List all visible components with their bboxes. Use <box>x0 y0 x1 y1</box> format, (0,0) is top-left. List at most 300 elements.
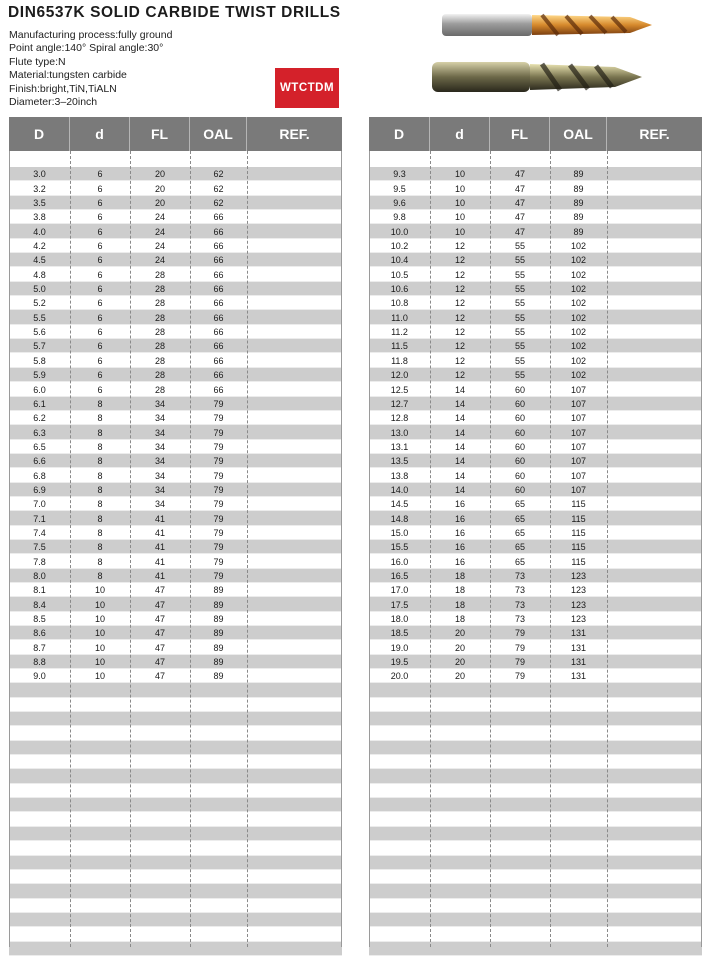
table-cell-D: 6.1 <box>33 398 46 409</box>
table-cell-OAL: 89 <box>573 212 584 223</box>
table-cell-REF <box>607 569 702 582</box>
table-cell-d: 10 <box>94 628 105 639</box>
table-cell-D <box>369 798 430 811</box>
table-row <box>9 397 342 411</box>
table-cell-FL: 34 <box>154 470 165 481</box>
table-row <box>369 784 702 798</box>
table-cell-D <box>369 870 430 883</box>
table-cell-D: 5.5 <box>33 312 46 323</box>
table-cell-FL: 65 <box>514 556 525 567</box>
table-cell-d: 12 <box>454 327 465 338</box>
table-row <box>9 827 342 841</box>
table-body <box>369 167 702 956</box>
table-cell-FL: 28 <box>154 370 165 381</box>
table-row <box>9 655 342 669</box>
table-cell-FL <box>490 899 550 912</box>
table-cell-D: 5.6 <box>33 327 46 338</box>
table-cell-OAL <box>550 870 607 883</box>
table-cell-D <box>369 726 430 739</box>
table-cell-OAL <box>190 741 247 754</box>
table-row <box>9 511 342 525</box>
table-cell-OAL <box>190 927 247 940</box>
table-row <box>9 253 342 267</box>
table-cell-FL: 55 <box>514 241 525 252</box>
spec-flute: Flute type:N <box>9 55 66 68</box>
table-cell-REF <box>247 812 342 825</box>
table-cell-REF <box>247 726 342 739</box>
table-cell-FL <box>130 884 190 897</box>
table-cell-OAL: 102 <box>570 341 587 352</box>
table-cell-D <box>369 698 430 711</box>
table-cell-d: 18 <box>454 570 465 581</box>
table-cell-REF <box>607 310 702 323</box>
table-cell-d <box>430 841 490 854</box>
table-cell-d: 8 <box>97 413 103 424</box>
table-cell-d: 12 <box>454 355 465 366</box>
table-header <box>9 117 342 151</box>
table-cell-FL <box>130 683 190 696</box>
table-cell-D: 6.5 <box>33 441 46 452</box>
table-cell-d: 14 <box>454 484 465 495</box>
table-cell-D: 9.5 <box>393 183 406 194</box>
table-cell-d <box>70 913 130 926</box>
table-row <box>369 196 702 210</box>
table-cell-REF <box>607 267 702 280</box>
table-cell-D <box>9 913 70 926</box>
table-cell-D: 11.8 <box>391 355 408 366</box>
table-cell-D: 13.5 <box>390 456 409 467</box>
table-row <box>9 368 342 382</box>
table-cell-OAL <box>190 841 247 854</box>
table-cell-d <box>70 870 130 883</box>
table-cell-D: 8.7 <box>33 642 46 653</box>
table-cell-OAL: 131 <box>570 628 587 639</box>
table-cell-OAL <box>550 712 607 725</box>
table-row <box>369 397 702 411</box>
table-row <box>9 411 342 425</box>
table-cell-d: 8 <box>97 570 103 581</box>
table-cell-OAL: 79 <box>213 413 224 424</box>
table-cell-d: 8 <box>97 427 103 438</box>
table-cell-REF <box>247 899 342 912</box>
table-cell-OAL: 79 <box>213 484 224 495</box>
table-cell-REF <box>607 526 702 539</box>
table-cell-D <box>9 856 70 869</box>
table-cell-d: 14 <box>454 470 465 481</box>
table-cell-REF <box>247 325 342 338</box>
table-cell-D <box>369 884 430 897</box>
table-cell-D: 18.5 <box>390 628 409 639</box>
table-cell-d <box>430 856 490 869</box>
table-row <box>9 755 342 769</box>
table-cell-OAL: 131 <box>570 642 587 653</box>
table-cell-D <box>369 741 430 754</box>
table-cell-D: 13.0 <box>390 427 409 438</box>
table-cell-D: 4.8 <box>33 269 46 280</box>
col-header-REF: REF. <box>639 126 670 142</box>
table-cell-REF <box>607 841 702 854</box>
table-cell-OAL: 123 <box>570 599 587 610</box>
dark-drill-image <box>430 56 645 98</box>
table-cell-FL <box>490 741 550 754</box>
table-row <box>369 540 702 554</box>
table-cell-D: 16.0 <box>390 556 409 567</box>
table-cell-FL: 28 <box>154 355 165 366</box>
table-cell-OAL: 123 <box>570 585 587 596</box>
table-cell-OAL: 66 <box>213 226 224 237</box>
spec-list <box>9 29 172 109</box>
table-cell-D <box>9 812 70 825</box>
table-row <box>369 597 702 611</box>
table-cell-REF <box>247 181 342 194</box>
table-cell-OAL <box>550 784 607 797</box>
table-cell-FL: 47 <box>514 183 525 194</box>
table-cell-REF <box>247 239 342 252</box>
table-cell-OAL <box>190 784 247 797</box>
table-cell-d: 18 <box>454 599 465 610</box>
table-row <box>9 454 342 468</box>
table-cell-OAL <box>550 683 607 696</box>
table-cell-FL: 79 <box>514 628 525 639</box>
table-cell-OAL <box>190 712 247 725</box>
table-row <box>9 196 342 210</box>
table-cell-REF <box>607 913 702 926</box>
table-cell-FL <box>490 726 550 739</box>
table-cell-OAL: 66 <box>213 370 224 381</box>
table-cell-d: 18 <box>454 585 465 596</box>
table-cell-REF <box>247 296 342 309</box>
col-header-d: d <box>430 117 490 151</box>
table-cell-REF <box>247 282 342 295</box>
table-cell-OAL: 102 <box>570 312 587 323</box>
table-cell-D: 8.6 <box>33 628 46 639</box>
table-cell-OAL: 79 <box>213 398 224 409</box>
table-cell-REF <box>607 712 702 725</box>
table-cell-OAL: 131 <box>570 657 587 668</box>
table-cell-OAL <box>550 884 607 897</box>
table-cell-d <box>70 741 130 754</box>
table-row <box>9 239 342 253</box>
table-cell-OAL <box>190 812 247 825</box>
table-cell-d <box>70 884 130 897</box>
table-cell-OAL: 66 <box>213 269 224 280</box>
table-cell-REF <box>247 669 342 682</box>
table-row <box>369 884 702 898</box>
table-row <box>9 669 342 683</box>
table-cell-FL: 47 <box>154 599 165 610</box>
table-cell-FL: 60 <box>514 398 525 409</box>
table-row <box>369 497 702 511</box>
table-row <box>9 425 342 439</box>
table-cell-FL: 28 <box>154 298 165 309</box>
table-cell-REF <box>607 282 702 295</box>
table-cell-D <box>369 769 430 782</box>
table-row <box>369 239 702 253</box>
table-cell-OAL <box>550 927 607 940</box>
table-cell-OAL: 115 <box>571 513 586 524</box>
table-cell-d: 10 <box>94 671 105 682</box>
table-cell-REF <box>607 655 702 668</box>
table-cell-D: 6.0 <box>33 384 46 395</box>
table-cell-OAL: 79 <box>213 542 224 553</box>
table-row <box>369 511 702 525</box>
table-cell-D <box>9 784 70 797</box>
table-row <box>369 569 702 583</box>
table-cell-d: 12 <box>454 241 465 252</box>
table-cell-FL: 65 <box>514 513 525 524</box>
table-cell-REF <box>247 712 342 725</box>
table-cell-REF <box>607 827 702 840</box>
table-cell-d: 6 <box>97 241 103 252</box>
table-cell-D: 3.5 <box>33 198 46 209</box>
table-cell-d: 8 <box>97 484 103 495</box>
table-cell-d: 6 <box>97 341 103 352</box>
table-cell-FL <box>490 856 550 869</box>
table-cell-OAL: 89 <box>573 226 584 237</box>
table-cell-FL: 79 <box>514 657 525 668</box>
table-cell-REF <box>247 597 342 610</box>
table-row <box>9 683 342 697</box>
table-cell-d: 20 <box>454 671 465 682</box>
table-cell-d: 10 <box>454 183 465 194</box>
table-cell-d: 8 <box>97 556 103 567</box>
table-row <box>9 626 342 640</box>
table-cell-REF <box>607 698 702 711</box>
table-cell-D: 10.5 <box>390 269 409 280</box>
table-cell-d: 6 <box>97 327 103 338</box>
table-cell-d <box>430 712 490 725</box>
table-header <box>369 117 702 151</box>
table-cell-REF <box>247 468 342 481</box>
table-cell-OAL <box>190 942 247 955</box>
col-header-REF: REF. <box>279 126 310 142</box>
table-cell-d: 6 <box>97 255 103 266</box>
spec-angles: Point angle:140° Spiral angle:30° <box>9 42 164 55</box>
col-header-d: d <box>70 117 130 151</box>
table-cell-REF <box>607 870 702 883</box>
table-cell-D: 13.1 <box>390 441 409 452</box>
table-cell-OAL: 66 <box>213 327 224 338</box>
table-cell-REF <box>247 626 342 639</box>
table-cell-D <box>9 927 70 940</box>
table-cell-REF <box>607 683 702 696</box>
table-cell-d: 8 <box>97 527 103 538</box>
table-cell-D: 10.6 <box>390 284 409 295</box>
table-cell-REF <box>607 425 702 438</box>
table-cell-OAL: 79 <box>213 570 224 581</box>
table-row <box>369 296 702 310</box>
table-cell-OAL <box>550 841 607 854</box>
table-cell-OAL: 123 <box>570 570 587 581</box>
table-cell-D: 5.2 <box>33 298 46 309</box>
table-cell-OAL <box>190 913 247 926</box>
table-cell-d <box>430 698 490 711</box>
table-cell-FL <box>490 913 550 926</box>
table-cell-REF <box>607 554 702 567</box>
table-row <box>369 411 702 425</box>
table-cell-OAL <box>550 899 607 912</box>
table-row <box>9 325 342 339</box>
spec-process: Manufacturing process:fully ground <box>9 29 173 41</box>
table-row <box>9 382 342 396</box>
table-cell-FL: 60 <box>514 470 525 481</box>
table-cell-REF <box>607 927 702 940</box>
table-cell-FL <box>490 812 550 825</box>
table-cell-FL: 34 <box>154 456 165 467</box>
table-cell-FL: 34 <box>154 441 165 452</box>
table-cell-OAL: 107 <box>570 484 587 495</box>
table-cell-d: 10 <box>454 169 465 180</box>
table-cell-d: 8 <box>97 513 103 524</box>
table-row <box>9 899 342 913</box>
table-cell-D: 6.9 <box>33 484 46 495</box>
spec-diameter: Diameter:3–20inch <box>9 96 98 109</box>
table-cell-OAL: 102 <box>570 241 587 252</box>
table-cell-REF <box>607 669 702 682</box>
table-cell-REF <box>247 741 342 754</box>
table-row <box>369 841 702 855</box>
table-cell-D: 19.5 <box>390 657 409 668</box>
table-cell-FL: 34 <box>154 427 165 438</box>
table-cell-OAL: 102 <box>570 370 587 381</box>
table-cell-REF <box>247 368 342 381</box>
table-cell-D: 13.8 <box>390 470 409 481</box>
table-cell-FL: 41 <box>154 513 165 524</box>
table-cell-REF <box>247 870 342 883</box>
table-cell-OAL <box>550 769 607 782</box>
table-cell-d <box>430 741 490 754</box>
table-cell-FL: 34 <box>154 484 165 495</box>
table-cell-FL: 34 <box>154 499 165 510</box>
table-row <box>9 497 342 511</box>
table-cell-d <box>70 798 130 811</box>
table-cell-D: 8.8 <box>33 657 46 668</box>
table-cell-REF <box>607 368 702 381</box>
table-cell-FL: 20 <box>154 198 165 209</box>
table-cell-D: 3.0 <box>33 169 46 180</box>
table-cell-OAL: 89 <box>213 642 224 653</box>
table-cell-FL: 28 <box>154 341 165 352</box>
table-cell-FL <box>130 798 190 811</box>
table-cell-OAL: 66 <box>213 255 224 266</box>
col-header-D: D <box>9 117 70 151</box>
table-cell-D: 9.6 <box>393 198 406 209</box>
table-cell-OAL: 115 <box>571 556 586 567</box>
table-row <box>369 440 702 454</box>
table-cell-D <box>9 755 70 768</box>
table-cell-D: 7.0 <box>33 499 46 510</box>
table-cell-REF <box>247 655 342 668</box>
table-cell-D: 19.0 <box>390 642 409 653</box>
table-cell-FL: 34 <box>154 413 165 424</box>
table-cell-OAL <box>190 698 247 711</box>
table-cell-FL: 79 <box>514 642 525 653</box>
table-row <box>369 669 702 683</box>
table-cell-FL: 73 <box>514 614 525 624</box>
table-cell-D: 20.0 <box>390 671 409 682</box>
table-cell-D <box>9 726 70 739</box>
table-cell-OAL <box>190 769 247 782</box>
table-cell-d <box>430 769 490 782</box>
table-cell-REF <box>247 856 342 869</box>
table-cell-OAL <box>550 798 607 811</box>
table-row <box>369 655 702 669</box>
table-cell-D <box>9 769 70 782</box>
table-cell-OAL: 102 <box>570 255 587 266</box>
table-cell-D: 7.5 <box>33 542 46 553</box>
table-cell-d: 14 <box>454 413 465 424</box>
table-cell-d: 6 <box>97 198 103 209</box>
table-cell-FL: 47 <box>514 226 525 237</box>
table-cell-OAL <box>550 942 607 955</box>
table-cell-d <box>70 827 130 840</box>
table-cell-FL <box>130 741 190 754</box>
table-cell-d: 10 <box>454 226 465 237</box>
table-cell-REF <box>247 425 342 438</box>
table-cell-D: 4.0 <box>33 226 46 237</box>
table-cell-D <box>9 712 70 725</box>
table-cell-d: 20 <box>454 642 465 653</box>
table-cell-FL <box>130 755 190 768</box>
table-cell-d <box>70 698 130 711</box>
table-cell-REF <box>247 224 342 237</box>
table-cell-REF <box>607 540 702 553</box>
table-row <box>369 526 702 540</box>
table-cell-FL: 34 <box>154 398 165 409</box>
table-row <box>369 726 702 740</box>
table-cell-FL: 55 <box>514 298 525 309</box>
table-cell-d: 16 <box>454 513 465 524</box>
table-cell-d: 10 <box>454 212 465 223</box>
table-cell-FL <box>490 683 550 696</box>
table-cell-REF <box>247 640 342 653</box>
table-cell-d: 6 <box>97 212 103 223</box>
table-cell-FL: 55 <box>514 284 525 295</box>
table-cell-OAL: 89 <box>213 585 224 596</box>
table-cell-D: 14.8 <box>390 513 409 524</box>
table-row <box>369 325 702 339</box>
col-header-FL: FL <box>490 117 550 151</box>
table-cell-FL: 28 <box>154 384 165 395</box>
table-cell-d: 8 <box>97 499 103 510</box>
table-row <box>9 296 342 310</box>
table-cell-OAL <box>550 913 607 926</box>
table-cell-REF <box>247 310 342 323</box>
table-cell-REF <box>247 884 342 897</box>
table-cell-D: 12.7 <box>390 398 409 409</box>
table-cell-D: 6.3 <box>33 427 46 438</box>
table-cell-FL: 60 <box>514 484 525 495</box>
table-cell-OAL <box>190 683 247 696</box>
table-cell-OAL <box>550 698 607 711</box>
table-cell-d: 16 <box>454 556 465 567</box>
table-cell-OAL: 89 <box>213 628 224 639</box>
table-cell-REF <box>247 353 342 366</box>
table-cell-d <box>430 755 490 768</box>
table-cell-REF <box>607 167 702 180</box>
table-cell-d: 16 <box>454 542 465 553</box>
table-cell-D <box>9 798 70 811</box>
table-row <box>369 755 702 769</box>
table-cell-D <box>369 812 430 825</box>
table-cell-OAL: 102 <box>570 355 587 366</box>
table-cell-OAL <box>190 899 247 912</box>
table-cell-REF <box>247 267 342 280</box>
table-cell-d: 20 <box>454 628 465 639</box>
table-cell-FL: 28 <box>154 312 165 323</box>
table-cell-D <box>9 942 70 955</box>
table-cell-d: 10 <box>94 599 105 610</box>
